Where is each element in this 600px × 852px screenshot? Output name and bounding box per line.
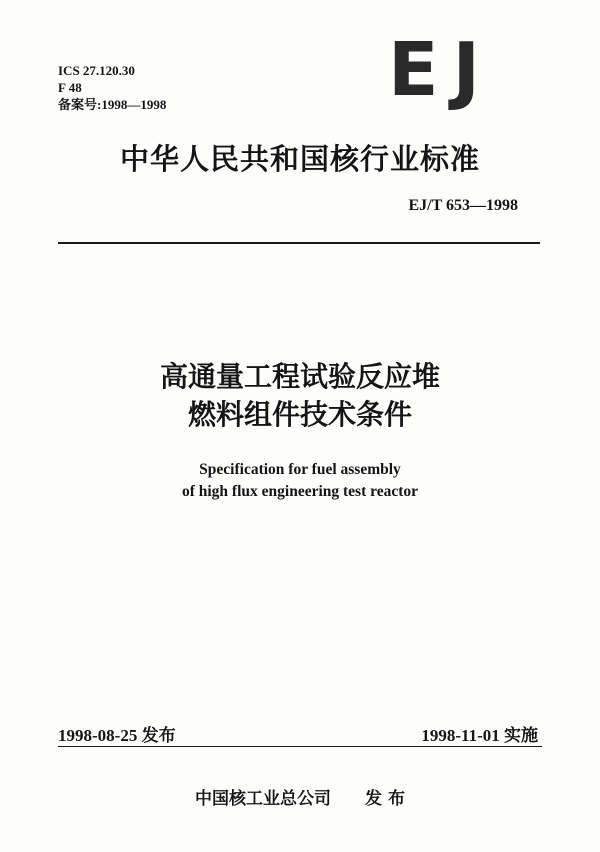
publisher-line [0, 784, 600, 809]
document-title-english [0, 459, 600, 503]
issue-date: 1998-08-25 发布 [58, 726, 176, 745]
record-number: 备案号:1998—1998 [58, 97, 167, 112]
ccs-code: F 48 [58, 80, 82, 95]
title-en-line-2: of high flux engineering test reactor [181, 483, 419, 500]
title-cn-line-1: 高通量工程试验反应堆 [159, 360, 440, 393]
header-divider [58, 242, 540, 244]
document-title-chinese [0, 358, 600, 434]
title-en-line-1: Specification for fuel assembly [199, 461, 401, 478]
title-cn-line-2: 燃料组件技术条件 [187, 398, 412, 431]
standard-category-title: 中华人民共和国核行业标准 [119, 142, 480, 176]
ics-code: ICS 27.120.30 [58, 63, 135, 78]
footer-divider [58, 746, 542, 747]
publisher-name: 中国核工业总公司 [195, 789, 332, 809]
publish-action: 发 布 [365, 789, 405, 809]
ej-logo: EJ [388, 27, 495, 113]
effective-date: 1998-11-01 实施 [421, 726, 538, 745]
standard-code: EJ/T 653—1998 [408, 197, 518, 214]
classification-block [58, 62, 166, 113]
